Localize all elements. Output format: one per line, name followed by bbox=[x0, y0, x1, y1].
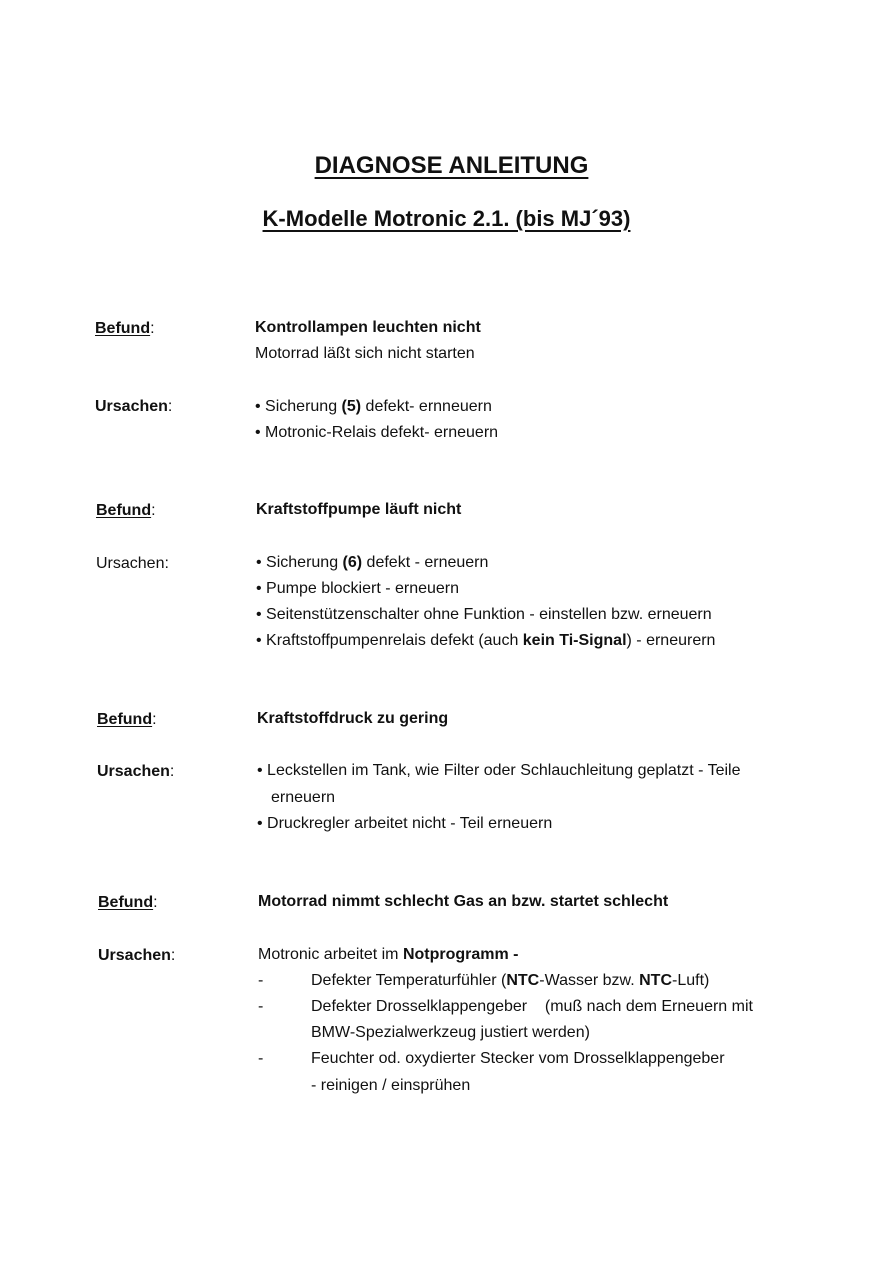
cause-3-2: • Druckregler arbeitet nicht - Teil erneuern bbox=[257, 815, 553, 832]
befund-label-3: Befund: bbox=[97, 711, 157, 728]
befund-heading-1: Kontrollampen leuchten nicht bbox=[255, 319, 481, 336]
befund-heading-4: Motorrad nimmt schlecht Gas an bzw. startet schlecht bbox=[258, 893, 669, 910]
cause-1-2: • Motronic-Relais defekt- erneuern bbox=[255, 424, 499, 441]
cause-4-3: Feuchter od. oxydierter Stecker vom Drosselklappengeber bbox=[311, 1050, 725, 1067]
cause-4-3-cont: - reinigen / einsprühen bbox=[311, 1077, 471, 1094]
dash-marker: - bbox=[258, 998, 264, 1015]
ursachen-label-4: Ursachen: bbox=[98, 947, 176, 964]
cause-4-1: Defekter Temperaturfühler (NTC-Wasser bzw. NTC-Luft) bbox=[311, 972, 710, 989]
ursachen-label-3: Ursachen: bbox=[97, 763, 175, 780]
cause-2-2: • Pumpe blockiert - erneuern bbox=[256, 580, 460, 597]
cause-2-4: • Kraftstoffpumpenrelais defekt (auch kein Ti-Signal) - erneurern bbox=[256, 632, 716, 649]
dash-marker: - bbox=[258, 1050, 264, 1067]
befund-heading-3: Kraftstoffdruck zu gering bbox=[257, 710, 449, 727]
cause-1-1: • Sicherung (5) defekt- ernneuern bbox=[255, 398, 492, 415]
cause-2-1: • Sicherung (6) defekt - erneuern bbox=[256, 554, 489, 571]
befund-label-4: Befund: bbox=[98, 894, 158, 911]
ursachen-label-1: Ursachen: bbox=[95, 398, 173, 415]
cause-4-2: Defekter Drosselklappengeber (muß nach dem Erneuern mit bbox=[311, 998, 753, 1015]
befund-label-2: Befund: bbox=[96, 502, 156, 519]
befund-label-1: Befund: bbox=[95, 320, 155, 337]
dash-marker: - bbox=[258, 972, 264, 989]
befund-text-1: Motorrad läßt sich nicht starten bbox=[255, 345, 475, 362]
page-subtitle: K-Modelle Motronic 2.1. (bis MJ´93) bbox=[262, 206, 631, 231]
cause-3-1-cont: erneuern bbox=[271, 789, 336, 806]
cause-2-3: • Seitenstützenschalter ohne Funktion - einstellen bzw. erneuern bbox=[256, 606, 712, 623]
cause-4-2-cont: BMW-Spezialwerkzeug justiert werden) bbox=[311, 1024, 590, 1041]
befund-heading-2: Kraftstoffpumpe läuft nicht bbox=[256, 501, 462, 518]
cause-4-intro: Motronic arbeitet im Notprogramm - bbox=[258, 946, 519, 963]
cause-3-1: • Leckstellen im Tank, wie Filter oder Schlauchleitung geplatzt - Teile bbox=[257, 762, 741, 779]
ursachen-label-2: Ursachen: bbox=[96, 555, 169, 572]
page-title: DIAGNOSE ANLEITUNG bbox=[314, 152, 589, 179]
